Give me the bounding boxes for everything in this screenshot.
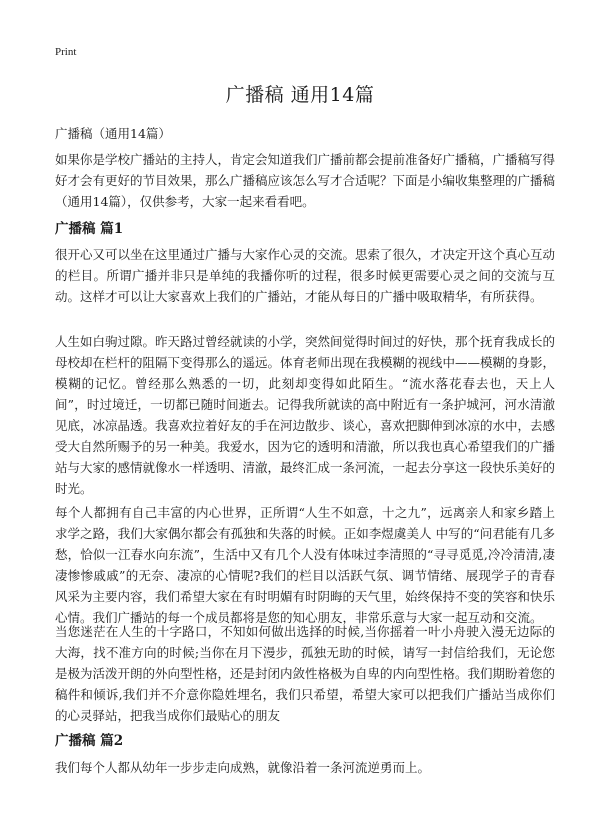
section-1-paragraph-4: 当您迷茫在人生的十字路口，不知如何做出选择的时候,当你摇着一叶小舟驶入漫无边际的大海，找不准方向的时候;当你在月下漫步，孤独无助的时候，请写一封信给我们，无论您是极为活泼开朗的外向型性格，还是封闭内敛性格极为自卑的内向型性格。我们期盼着您的稿件和倾诉,我们并不介意你隐姓埋名，我们只希望，希望大家可以把我们广播站当成你们的心灵驿站，把我当成你们最贴心的朋友 [55,624,556,723]
section-1-paragraph-3: 每个人都拥有自己丰富的内心世界，正所谓“人生不如意，十之九”，远离亲人和家乡踏上求学之路，我们大家偶尔都会有孤独和失落的时候。正如李煜虞美人 中写的“问君能有几多愁，恰似一江春水向东流”，生活中又有几个人没有体味过李清照的“寻寻觅觅,冷冷清清,凄凄惨惨戚戚”的无奈、凄凉的心情呢?我们的栏目以活跃气氛、调节情绪、展现学子的青春风采为主要内容，我们希望大家在有时明媚有时阴晦的天气里，始终保持不变的笑容和快乐心情。我们广播站的每一个成员都将是您的知心朋友，非常乐意与大家一起互动和交流。 [55,505,556,625]
section-2-paragraph-1: 我们每个人都从幼年一步步走向成熟，就像沿着一条河流逆勇而上。 [55,760,431,775]
intro-paragraph: 如果你是学校广播站的主持人，肯定会知道我们广播前都会提前准备好广播稿，广播稿写得好才会有更好的节目效果，那么广播稿应该怎么写才合适呢？下面是小编收集整理的广播稿（通用14篇），仅供参考，大家一起来看看吧。 [55,152,556,209]
section-heading-2: 广播稿 篇2 [55,733,124,749]
document-subtitle: 广播稿（通用14篇） [55,126,171,141]
page-title: 广播稿 通用14篇 [225,84,375,106]
section-1-paragraph-2: 人生如白驹过隙。昨天路过曾经就读的小学，突然间觉得时间过的好快，那个抚育我成长的母校却在栏杆的阻隔下变得那么的遥远。体育老师出现在我模糊的视线中——模糊的身影，模糊的记忆。曾经那么熟悉的一切，此刻却变得如此陌生。“流水落花春去也，天上人间”，时过境迁，一切都已随时间逝去。记得我所就读的高中附近有一条护城河，河水清澈见底，冰凉晶透。我喜欢拉着好友的手在河边散步、谈心，喜欢把脚伸到冰凉的水中，去感受大自然所赐予的另一种美。我爱水，因为它的透明和清澈，所以我也真心希望我们的广播站与大家的感情就像水一样透明、清澈，最终汇成一条河流，一起去分享这一段快乐美好的时光。 [55,334,556,496]
section-1-paragraph-1: 很开心又可以坐在这里通过广播与大家作心灵的交流。思索了很久，才决定开这个真心互动的栏目。所谓广播并非只是单纯的我播你听的过程，很多时候更需要心灵之间的交流与互动。这样才可以让大家喜欢上我们的广播站，才能从每日的广播中吸取精华，有所获得。 [55,247,556,304]
print-link[interactable]: Print [55,46,77,58]
section-heading-1: 广播稿 篇1 [55,221,124,237]
